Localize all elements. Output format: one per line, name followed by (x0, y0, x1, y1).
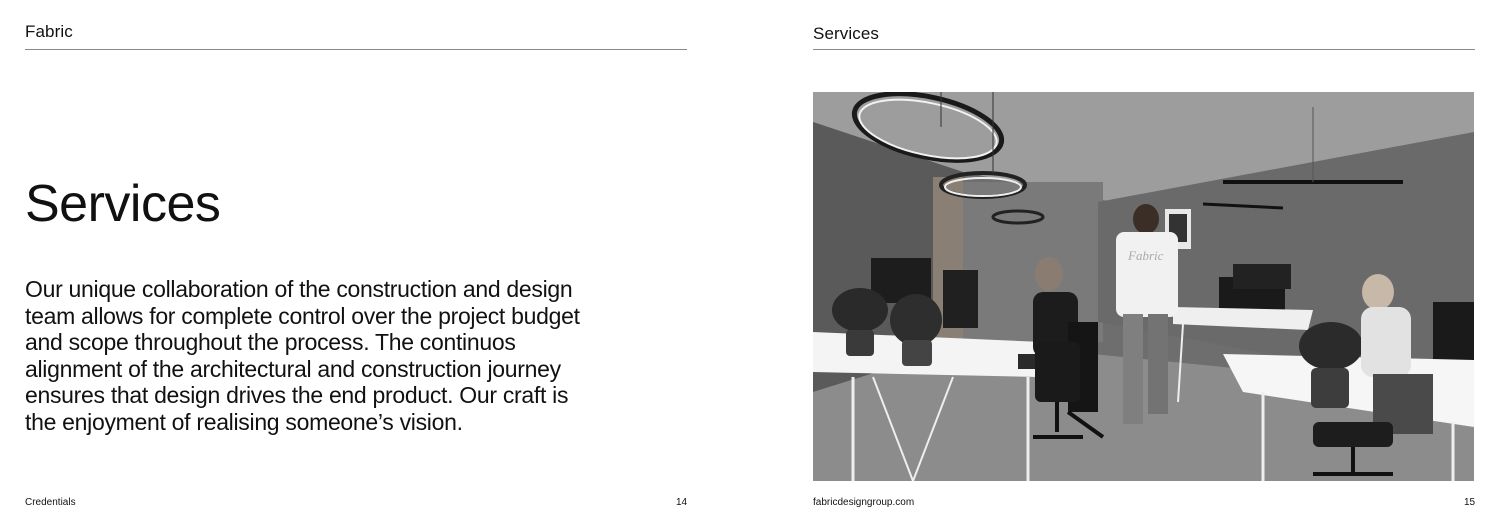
header-rule (25, 49, 687, 50)
running-head: Fabric (25, 22, 73, 41)
page-number: 15 (1464, 497, 1476, 508)
page-title: Services (25, 175, 221, 233)
footer-url[interactable]: fabricdesigngroup.com (813, 497, 915, 508)
shirt-logo-text: Fabric (1128, 248, 1164, 263)
page-number: 14 (676, 497, 688, 508)
footer-label: Credentials (25, 497, 76, 508)
body-paragraph: Our unique collaboration of the construction and design team allows for complete control over the project budget and scope throughout the process. The continuos alignment of the architectural and construction journey ensures that design drives the end product. Our craft is the enjoyment of realising someone’s vision. (25, 276, 580, 435)
right-page (750, 0, 1500, 531)
header-rule (813, 49, 1475, 50)
running-head: Services (813, 24, 879, 43)
office-photo (813, 92, 1474, 481)
